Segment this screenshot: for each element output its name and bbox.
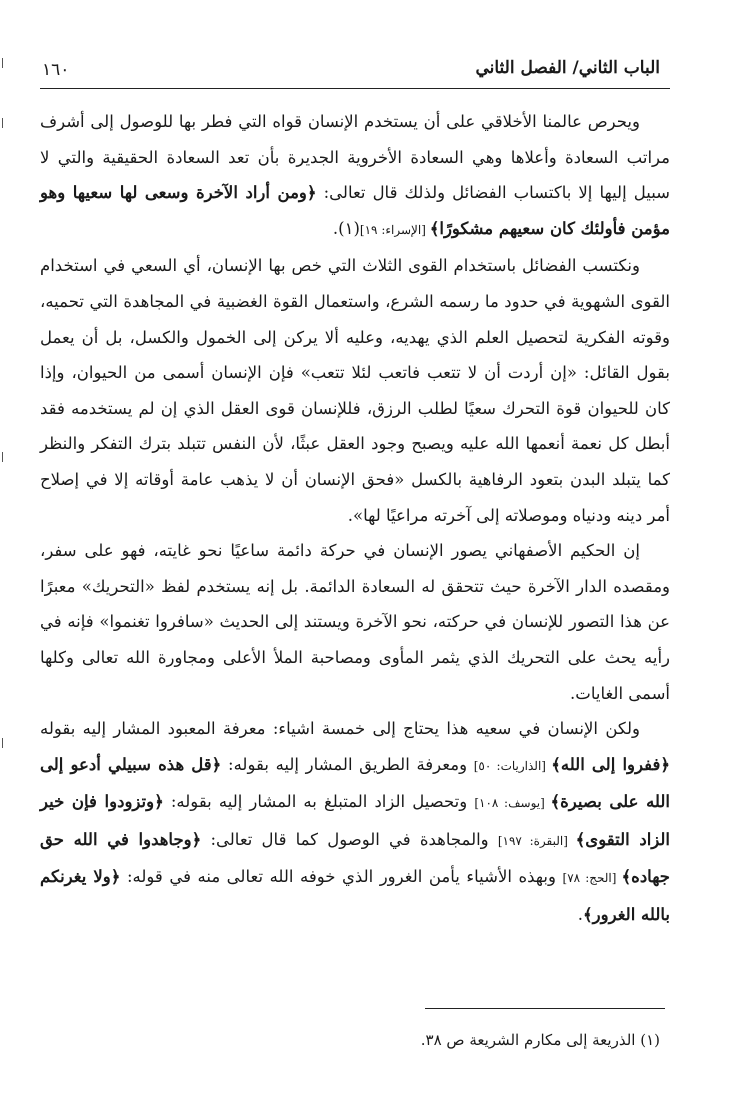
- verse-reference: [الإسراء: ١٩]: [359, 222, 430, 237]
- verse-reference: [الذاريات: ٥٠]: [473, 758, 552, 773]
- paragraph: [40, 104, 670, 248]
- paragraph: [40, 711, 670, 933]
- quran-verse: ﴿وجاهدوا في الله حق جهاده﴾: [40, 829, 670, 887]
- running-header: [40, 44, 670, 88]
- text-run: ويحرص عالمنا الأخلاقي على أن يستخدم الإنسان قواه التي فطر بها للوصول إلى أشرف مراتب السعادة وأعلاها وهي السعادة الأخروية الجديرة بأن تعد السعادة الحقيقية والتي لا سبيل إليها إلا باكتساب الفضائل ولذلك قال تعالى:: [40, 112, 671, 203]
- text-run: .: [577, 905, 584, 925]
- text-run: ومعرفة الطريق المشار إليه بقوله:: [221, 754, 474, 774]
- header-divider: [40, 88, 670, 89]
- margin-mark: [2, 118, 3, 128]
- text-run: وتحصيل الزاد المتبلغ به المشار إليه بقوله:: [163, 792, 475, 812]
- paragraph: [40, 533, 670, 711]
- body-text: [40, 104, 670, 933]
- text-run: وبهذه الأشياء يأمن الغرور الذي خوفه الله تعالى منه في قوله:: [120, 867, 563, 887]
- text-run: والمجاهدة في الوصول كما قال تعالى:: [201, 829, 498, 849]
- paragraph: [40, 248, 670, 533]
- text-run: إن الحكيم الأصفهاني يصور الإنسان في حركة دائمة ساعيًا نحو غايته، فهو على سفر، ومقصده الدار الآخرة حيث تتحقق له السعادة الدائمة. بل إنه يستخدم لفظ «التحريك» معبرًا عن هذا التصور للإنسان في حركته، نحو الآخرة ويستند إلى الحديث «سافروا تغنموا» فإنه في رأيه يحث على التحريك الذي يثمر المأوى ومصاحبة الملأ الأعلى ومجاورة الله تعالى وكلها أسمى الغايات.: [40, 541, 670, 703]
- text-run: ولكن الإنسان في سعيه هذا يحتاج إلى خمسة اشياء: معرفة المعبود المشار إليه بقوله: [40, 719, 640, 739]
- verse-reference: [البقرة: ١٩٧]: [497, 833, 576, 848]
- text-run: (١).: [332, 218, 360, 238]
- margin-mark: [2, 738, 3, 748]
- margin-mark: [2, 452, 3, 462]
- text-run: ونكتسب الفضائل باستخدام القوى الثلاث التي خص بها الإنسان، أي السعي في استخدام القوى الشهوية في حدود ما رسمه الشرع، واستعمال القوة الغضبية في المجاهدة التي تحميه، وقوته الفكرية لتحصيل العلم الذي يهديه، وعليه ألا يركن إلى الخمول والكسل، بل أن يعمل بقول القائل: «إن أردت أن لا تتعب فاتعب لئلا تتعب» فإن الإنسان أسمى من الحيوان، وإذا كان للحيوان قوة التحرك سعيًا لطلب الرزق، فللإنسان قوى العقل الذي إن لم يستخدمه فقد أبطل كل نعمة أنعمها الله عليه ويصبح وجود العقل عبثًا، لأن النفس تتبلد بترك التفكر والنظر كما يتبلد البدن بتعود الرفاهية بالكسل «فحق الإنسان أن لا يذهب عامة أوقاته إلا في إصلاح أمر دينه ودنياه وموصلاته إلى آخرته مراعيًا لها».: [40, 256, 670, 525]
- quran-verse: ﴿ففروا إلى الله﴾: [551, 754, 671, 774]
- chapter-title: الباب الثاني/ الفصل الثاني: [475, 58, 660, 78]
- margin-mark: [2, 58, 3, 68]
- quran-verse: ﴿ولا يغرنكم بالله الغرور﴾: [40, 867, 670, 925]
- quran-verse: ﴿ومن أراد الآخرة وسعى لها سعيها وهو مؤمن فأولئك كان سعيهم مشكورًا﴾: [40, 183, 670, 238]
- verse-reference: [يوسف: ١٠٨]: [474, 796, 551, 811]
- quran-verse: ﴿قل هذه سبيلي أدعو إلى الله على بصيرة﴾: [40, 754, 670, 812]
- verse-reference: [الحج: ٧٨]: [562, 871, 622, 886]
- quran-verse: ﴿وتزودوا فإن خير الزاد التقوى﴾: [40, 792, 670, 849]
- footnote: (١) الذريعة إلى مكارم الشريعة ص ٣٨.: [420, 1031, 660, 1049]
- footnote-divider: [425, 1008, 665, 1009]
- page-number: ١٦٠: [42, 60, 70, 80]
